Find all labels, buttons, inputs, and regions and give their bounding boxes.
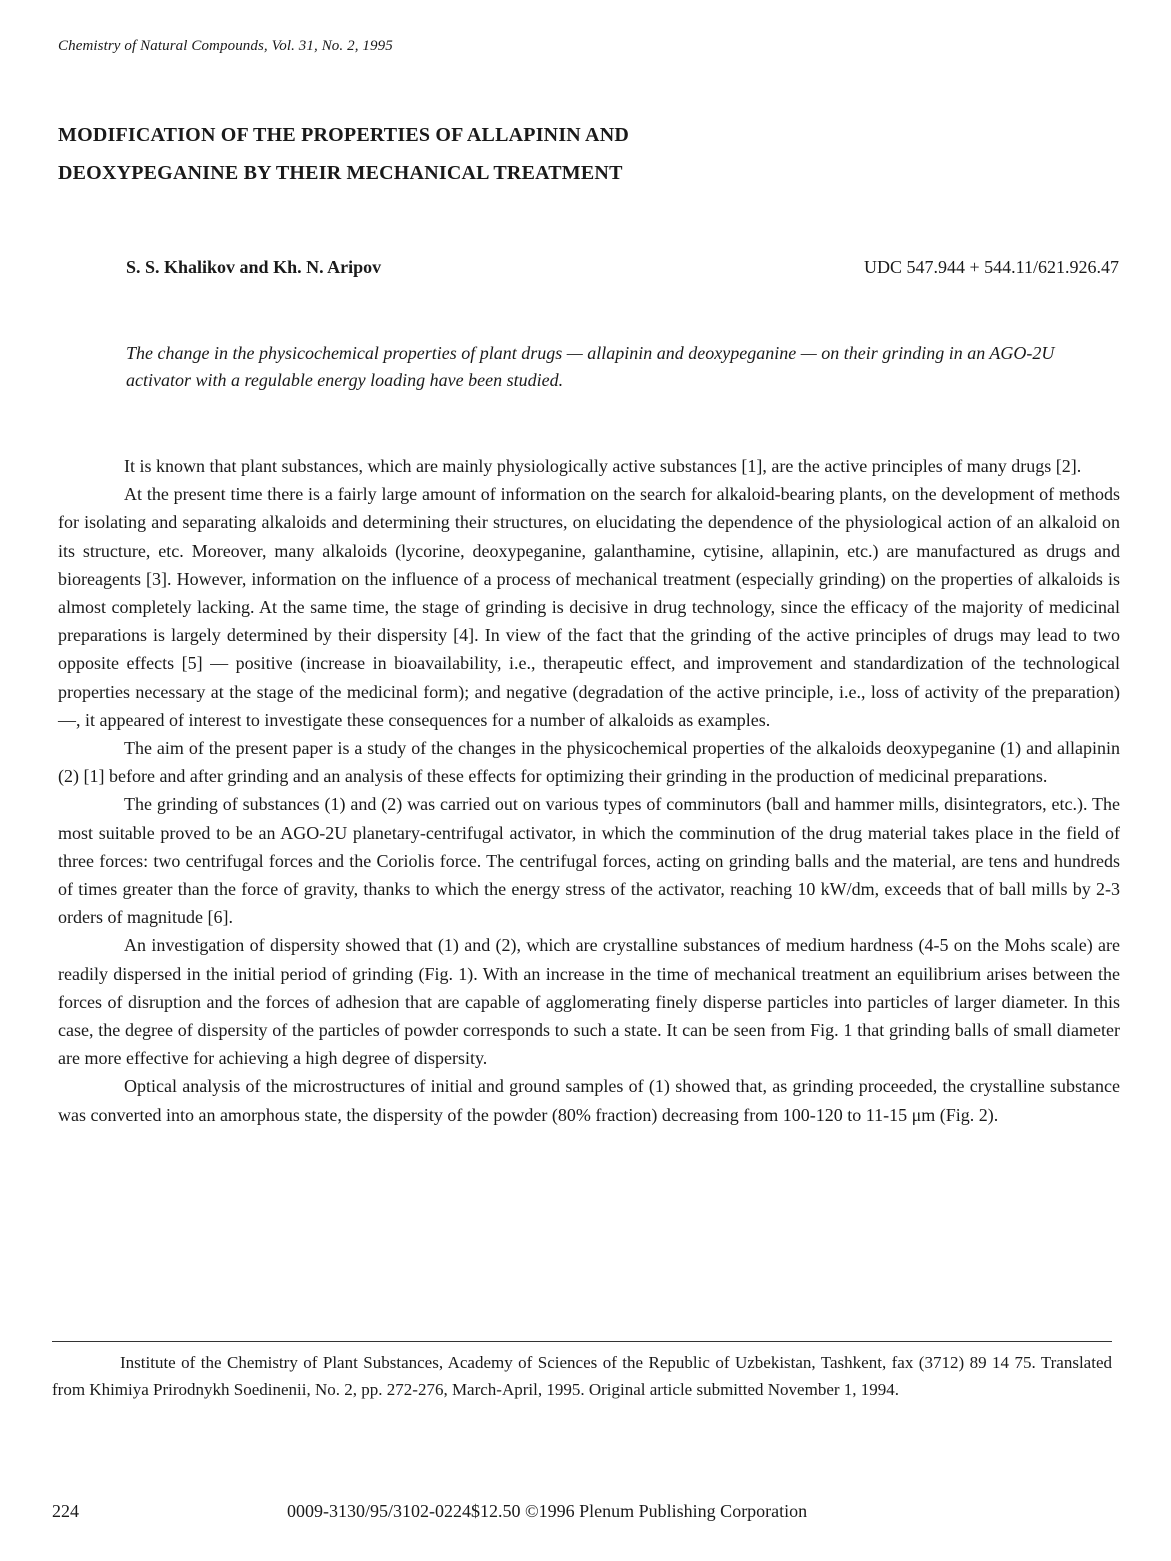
body-paragraph: At the present time there is a fairly large amount of information on the search for alkaloid-bearing plants, on the development of methods for isolating and separating alkaloids and determining their structures, on elucidating the dependence of the physiological action of an alkaloid on its structure, etc. Moreover, many alkaloids (lycorine, deoxypeganine, galanthamine, cytisine, allapinin, etc.) are manufactured as drugs and bioreagents [3]. However, information on the influence of a process of mechanical treatment (especially grinding) on the properties of alkaloids is almost completely lacking. At the same time, the stage of grinding is decisive in drug technology, since the efficacy of the majority of medicinal preparations is largely determined by their dispersity [4]. In view of the fact that the grinding of the active principles of drugs may lead to two opposite effects [5] — positive (increase in bioavailability, i.e., therapeutic effect, and improvement and standardization of the technological properties necessary at the stage of the medicinal form); and negative (degradation of the active principle, i.e., loss of activity of the preparation) —, it appeared of interest to investigate these consequences for a number of alkaloids as examples.: [58, 484, 1120, 730]
body-text: [58, 452, 1120, 1129]
copyright-line: 0009-3130/95/3102-0224$12.50 ©1996 Plenum Publishing Corporation: [287, 1501, 808, 1521]
udc-code: UDC 547.944 + 544.11/621.926.47: [864, 257, 1119, 277]
footnote: [52, 1349, 1112, 1403]
article-title: [58, 116, 958, 192]
title-line-2: DEOXYPEGANINE BY THEIR MECHANICAL TREATMENT: [58, 162, 623, 184]
journal-header: Chemistry of Natural Compounds, Vol. 31, No. 2, 1995: [58, 38, 393, 54]
body-paragraph: It is known that plant substances, which are mainly physiologically active substances [1], are the active principles of many drugs [2].: [124, 456, 1082, 476]
body-paragraph: The aim of the present paper is a study of the changes in the physicochemical properties of the alkaloids deoxypeganine (1) and allapinin (2) [1] before and after grinding and an analysis of these effects for optimizing their grinding in the production of medicinal preparations.: [58, 738, 1120, 787]
body-paragraph: Optical analysis of the microstructures of initial and ground samples of (1) showed that, as grinding proceeded, the crystalline substance was converted into an amorphous state, the dispersity of the powder (80% fraction) decreasing from 100-120 to 11-15 μm (Fig. 2).: [58, 1076, 1120, 1125]
title-line-1: MODIFICATION OF THE PROPERTIES OF ALLAPININ AND: [58, 124, 629, 146]
authors: S. S. Khalikov and Kh. N. Aripov: [126, 257, 382, 277]
footnote-divider: [52, 1341, 1112, 1342]
body-paragraph: The grinding of substances (1) and (2) was carried out on various types of comminutors (ball and hammer mills, disintegrators, etc.). The most suitable proved to be an AGO-2U planetary-centrifugal activator, in which the comminution of the drug material takes place in the field of three forces: two centrifugal forces and the Coriolis force. The centrifugal forces, acting on grinding balls and the material, are tens and hundreds of times greater than the force of gravity, thanks to which the energy stress of the activator, reaching 10 kW/dm, exceeds that of ball mills by 2-3 orders of magnitude [6].: [58, 794, 1120, 928]
abstract: The change in the physicochemical properties of plant drugs — allapinin and deoxypeganine — on their grinding in an AGO-2U activator with a regulable energy loading have been studied.: [126, 343, 1055, 390]
page-number: 224: [52, 1501, 79, 1521]
footnote-text: Institute of the Chemistry of Plant Substances, Academy of Sciences of the Republic of Uzbekistan, Tashkent, fax (3712) 89 14 75. Translated from Khimiya Prirodnykh Soedinenii, No. 2, pp. 272-276, March-April, 1995. Original article submitted November 1, 1994.: [52, 1353, 1112, 1399]
body-paragraph: An investigation of dispersity showed that (1) and (2), which are crystalline substances of medium hardness (4-5 on the Mohs scale) are readily dispersed in the initial period of grinding (Fig. 1). With an increase in the time of mechanical treatment an equilibrium arises between the forces of disruption and the forces of adhesion that are capable of agglomerating finely disperse particles into particles of larger diameter. In this case, the degree of dispersity of the particles of powder corresponds to such a state. It can be seen from Fig. 1 that grinding balls of small diameter are more effective for achieving a high degree of dispersity.: [58, 935, 1120, 1069]
